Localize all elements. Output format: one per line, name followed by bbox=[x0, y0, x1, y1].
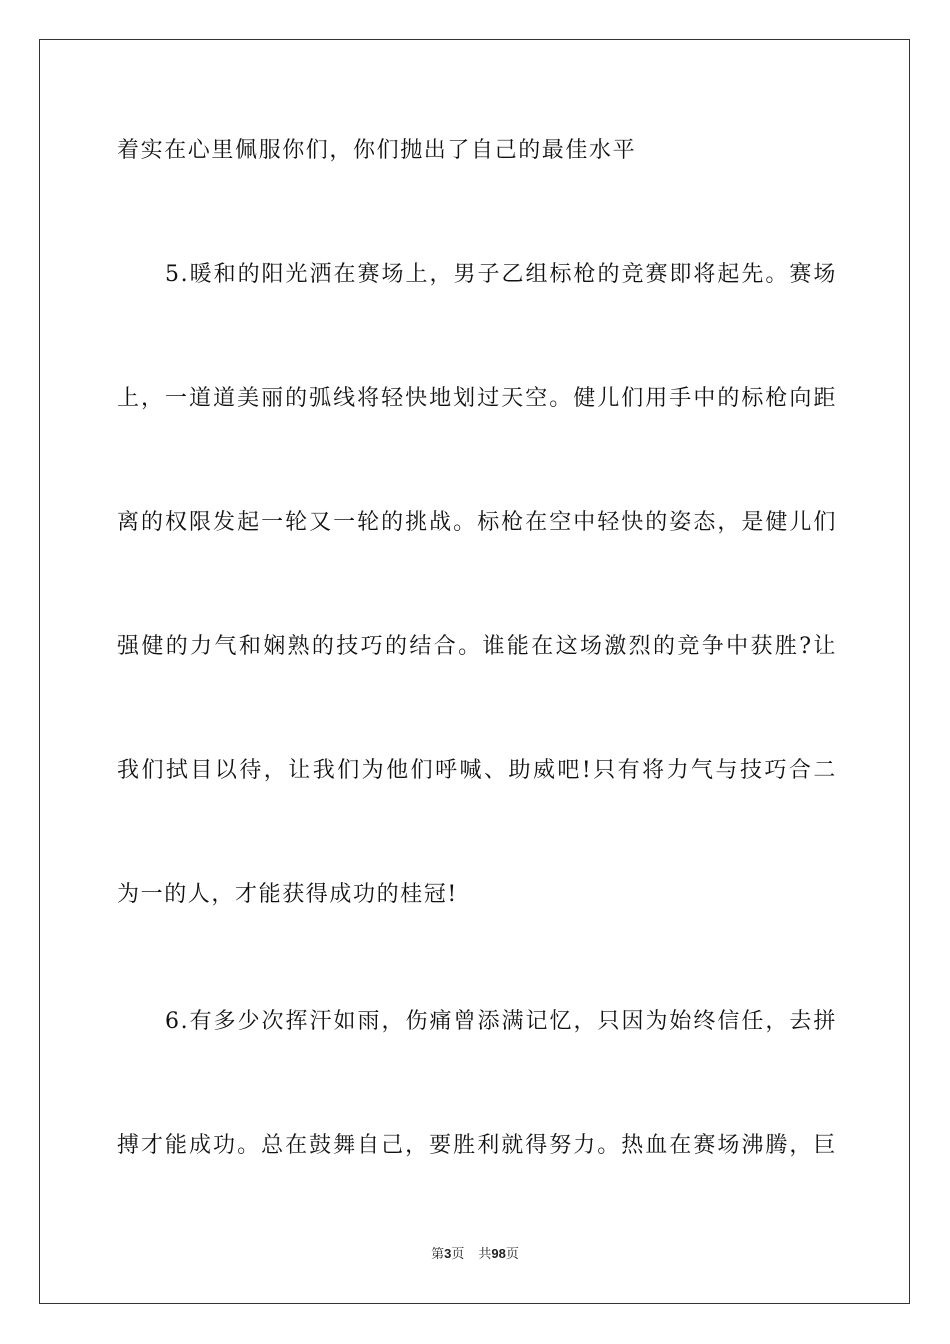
text-line: 离的权限发起一轮又一轮的挑战。标枪在空中轻快的姿态，是健儿们 bbox=[117, 510, 837, 535]
text-line: 5.暖和的阳光洒在赛场上，男子乙组标枪的竞赛即将起先。赛场 bbox=[165, 262, 837, 287]
footer-page-suffix: 页 bbox=[451, 1247, 465, 1262]
footer-page-number: 3 bbox=[444, 1246, 452, 1261]
footer-total-suffix: 页 bbox=[505, 1247, 519, 1262]
text-line: 上，一道道美丽的弧线将轻快地划过天空。健儿们用手中的标枪向距 bbox=[117, 386, 837, 411]
page-footer bbox=[0, 1245, 950, 1264]
footer-page-prefix: 第 bbox=[431, 1247, 445, 1262]
text-line: 为一的人，才能获得成功的桂冠! bbox=[117, 882, 458, 907]
text-line: 搏才能成功。总在鼓舞自己，要胜利就得努力。热血在赛场沸腾，巨 bbox=[117, 1133, 837, 1158]
text-line: 我们拭目以待，让我们为他们呼喊、助威吧!只有将力气与技巧合二 bbox=[117, 758, 837, 783]
text-line: 6.有多少次挥汗如雨，伤痛曾添满记忆，只因为始终信任，去拼 bbox=[165, 1009, 837, 1034]
footer-total-prefix: 共 bbox=[478, 1247, 492, 1262]
text-line: 着实在心里佩服你们，你们抛出了自己的最佳水平 bbox=[117, 138, 637, 163]
text-line: 强健的力气和娴熟的技巧的结合。谁能在这场激烈的竞争中获胜?让 bbox=[117, 634, 837, 659]
footer-total-pages: 98 bbox=[491, 1246, 506, 1261]
page-border bbox=[39, 39, 910, 1304]
